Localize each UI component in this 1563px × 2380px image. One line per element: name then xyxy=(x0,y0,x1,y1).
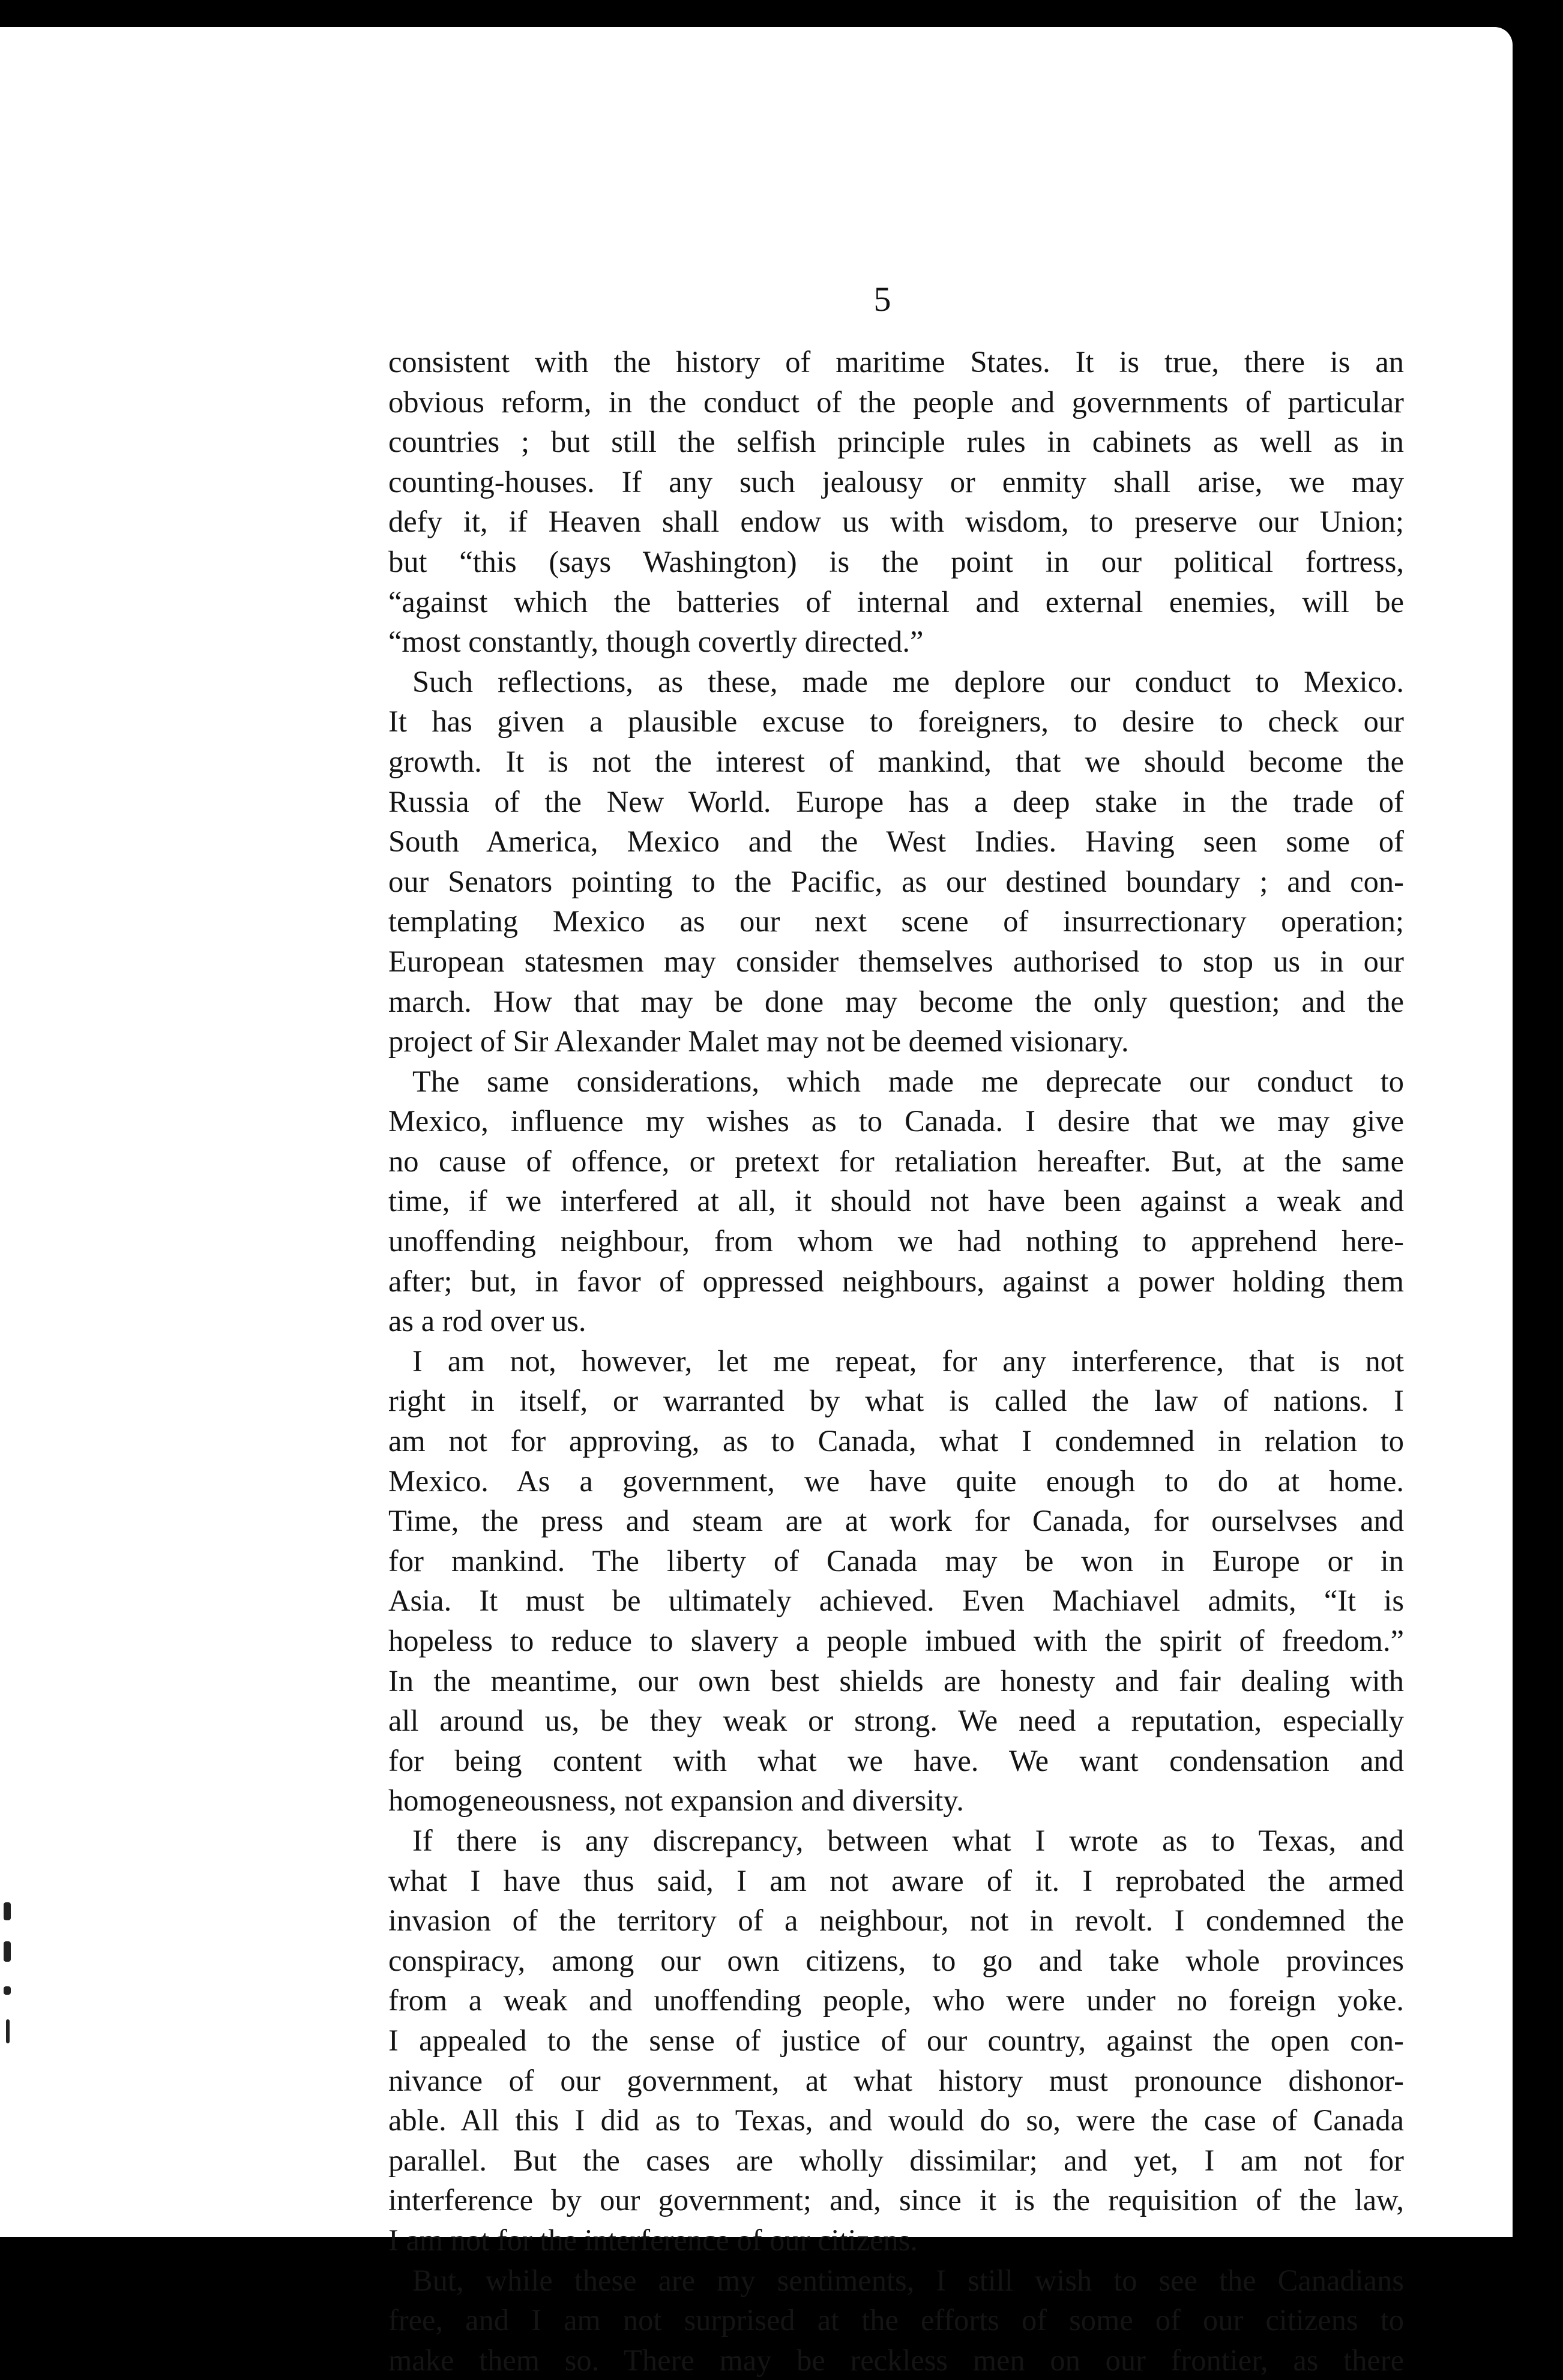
text-line: able. All this I did as to Texas, and would do so, were the case of Canada xyxy=(388,2103,1404,2138)
text-line: Mexico, influence my wishes as to Canada. I desire that we may give xyxy=(388,1104,1404,1138)
text-line: after; but, in favor of oppressed neighbours, against a power holding them xyxy=(388,1264,1404,1298)
text-line: I appealed to the sense of justice of our country, against the open con- xyxy=(388,2023,1404,2057)
text-line: But, while these are my sentiments, I still wish to see the Canadians xyxy=(412,2263,1404,2297)
text-line: consistent with the history of maritime States. It is true, there is an xyxy=(388,345,1404,379)
text-line: interference by our government; and, since it is the requisition of the law, xyxy=(388,2183,1404,2217)
text-line: Asia. It must be ultimately achieved. Even Machiavel admits, “It is xyxy=(388,1584,1404,1618)
text-line: no cause of offence, or pretext for retaliation hereafter. But, at the same xyxy=(388,1144,1404,1178)
text-line: templating Mexico as our next scene of insurrectionary operation; xyxy=(388,904,1404,939)
text-line: I am not for the interference of our citizens. xyxy=(388,2223,918,2257)
text-line: but “this (says Washington) is the point in our political fortress, xyxy=(388,544,1404,578)
text-line: what I have thus said, I am not aware of it. I reprobated the armed xyxy=(388,1863,1404,1898)
text-line: as a rod over us. xyxy=(388,1304,586,1338)
scan-border-right xyxy=(1513,0,1563,2237)
text-line: In the meantime, our own best shields are honesty and fair dealing with xyxy=(388,1663,1404,1698)
text-line: Mexico. As a government, we have quite enough to do at home. xyxy=(388,1464,1404,1498)
edge-marks xyxy=(0,1890,24,2130)
text-line: march. How that may be done may become the only question; and the xyxy=(388,984,1404,1018)
text-line: growth. It is not the interest of mankind, that we should become the xyxy=(388,744,1404,778)
text-line: If there is any discrepancy, between what I wrote as to Texas, and xyxy=(412,1823,1404,1857)
body-text xyxy=(388,342,1404,2380)
text-line: counting-houses. If any such jealousy or enmity shall arise, we may xyxy=(388,464,1404,499)
text-line: all around us, be they weak or strong. We need a reputation, especially xyxy=(388,1704,1404,1738)
text-line: “most constantly, though covertly directed.” xyxy=(388,625,924,659)
text-line: Such reflections, as these, made me deplore our conduct to Mexico. xyxy=(412,664,1404,699)
text-line: invasion of the territory of a neighbour, not in revolt. I condemned the xyxy=(388,1904,1404,1938)
text-line: from a weak and unoffending people, who were under no foreign yoke. xyxy=(388,1983,1404,2018)
text-line: hopeless to reduce to slavery a people imbued with the spirit of freedom.” xyxy=(388,1624,1404,1657)
text-line: It has given a plausible excuse to foreigners, to desire to check our xyxy=(388,705,1404,739)
text-line: project of Sir Alexander Malet may not be deemed visionary. xyxy=(388,1024,1129,1059)
text-line: conspiracy, among our own citizens, to go and take whole provinces xyxy=(388,1943,1404,1977)
text-line: am not for approving, as to Canada, what I condemned in relation to xyxy=(388,1424,1404,1458)
text-line: right in itself, or warranted by what is called the law of nations. I xyxy=(388,1384,1404,1418)
text-line: South America, Mexico and the West Indies. Having seen some of xyxy=(388,825,1404,859)
text-line: countries ; but still the selfish principle rules in cabinets as well as in xyxy=(388,425,1404,459)
text-line: parallel. But the cases are wholly dissimilar; and yet, I am not for xyxy=(388,2143,1404,2177)
text-line: for mankind. The liberty of Canada may be won in Europe or in xyxy=(388,1543,1404,1578)
text-line: homogeneousness, not expansion and diversity. xyxy=(388,1783,964,1818)
text-line: nivance of our government, at what history must pronounce dishonor- xyxy=(388,2063,1404,2097)
text-line: unoffending neighbour, from whom we had nothing to apprehend here- xyxy=(388,1224,1404,1258)
text-line: The same considerations, which made me deprecate our conduct to xyxy=(412,1064,1404,1098)
text-line: defy it, if Heaven shall endow us with wisdom, to preserve our Union; xyxy=(388,505,1404,539)
text-line: free, and I am not surprised at the efforts of some of our citizens to xyxy=(388,2303,1404,2337)
text-line: I am not, however, let me repeat, for any interference, that is not xyxy=(412,1344,1404,1378)
text-line: Russia of the New World. Europe has a deep stake in the trade of xyxy=(388,784,1404,819)
text-line: for being content with what we have. We want condensation and xyxy=(388,1743,1404,1777)
text-line: European statesmen may consider themselves authorised to stop us in our xyxy=(388,944,1404,978)
text-line: make them so. There may be reckless men on our frontier, as there xyxy=(388,2343,1404,2377)
page-number: 5 xyxy=(873,280,891,319)
text-line: “against which the batteries of internal and external enemies, will be xyxy=(388,584,1404,619)
text-line: time, if we interfered at all, it should not have been against a weak and xyxy=(388,1184,1404,1218)
text-line: Time, the press and steam are at work for Canada, for ourselvses and xyxy=(388,1504,1404,1538)
text-line: obvious reform, in the conduct of the people and governments of particular xyxy=(388,385,1404,419)
text-line: our Senators pointing to the Pacific, as our destined boundary ; and con- xyxy=(388,864,1404,898)
